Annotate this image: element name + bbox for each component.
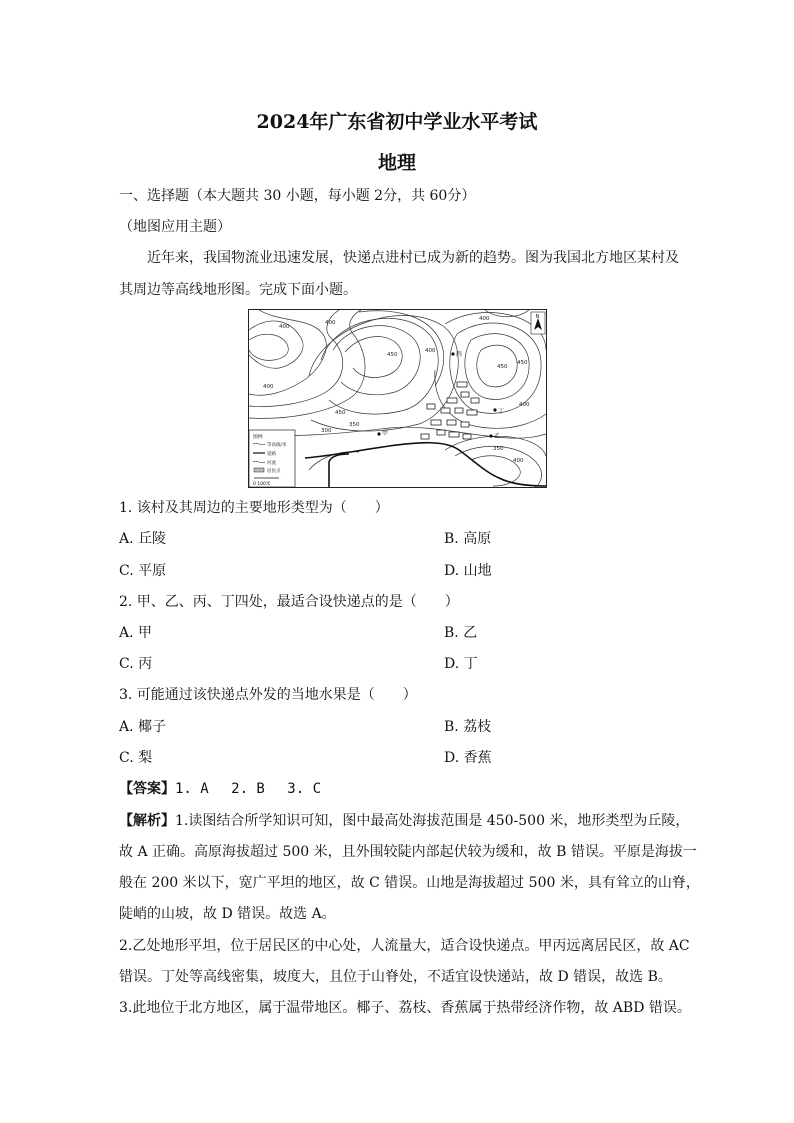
north-arrow-icon — [531, 312, 545, 334]
contour-map — [248, 309, 547, 488]
map-legend — [249, 430, 295, 487]
answer-line — [119, 780, 321, 798]
contour-label: 400 — [263, 384, 274, 390]
question-1-stem: 1. 该村及其周边的主要地形类型为（ ） — [119, 500, 389, 516]
legend-settlement: 居民点 — [267, 469, 281, 474]
analysis-line-5: 2.乙处地形平坦，位于居民区的中心处，人流量大，适合设快递点。甲丙远离居民区，故 AC — [119, 938, 690, 954]
question-2-option-b: B. 乙 — [444, 625, 478, 641]
question-1-option-b: B. 高原 — [444, 531, 492, 547]
question-1-option-c: C. 平原 — [119, 563, 167, 579]
contour-label: 400 — [513, 458, 524, 464]
contour-label: 400 — [519, 402, 530, 408]
question-2-option-c: C. 丙 — [119, 656, 153, 672]
contour-label: 350 — [349, 422, 360, 428]
question-3-option-d: D. 香蕉 — [444, 750, 492, 766]
legend-road: 道路 — [267, 452, 276, 457]
contour-label: 450 — [335, 410, 346, 416]
analysis-line-7: 3.此地位于北方地区，属于温带地区。椰子、荔枝、香蕉属于热带经济作物，故 ABD 错误。 — [119, 1000, 691, 1016]
analysis-line-4: 陡峭的山坡，故 D 错误。故选 A。 — [119, 906, 336, 922]
question-3-option-b: B. 荔枝 — [444, 719, 492, 735]
contour-label: 300 — [321, 428, 332, 434]
question-3-option-a: A. 椰子 — [119, 719, 167, 735]
answer-text: 1. A 2. B 3. C — [175, 781, 322, 797]
legend-river: 河流 — [267, 461, 276, 466]
contour-label: 450 — [387, 352, 398, 358]
svg-text:N: N — [535, 314, 540, 320]
question-1-option-d: D. 山地 — [444, 563, 492, 579]
intro-line-1: 近年来，我国物流业迅速发展，快递点进村已成为新的趋势。图为我国北方地区某村及 — [147, 250, 679, 266]
place-bing: 丙 — [456, 351, 463, 358]
place-ding: 丁 — [498, 408, 505, 415]
intro-line-2: 其周边等高线地形图。完成下面小题。 — [119, 282, 357, 298]
place-jia: 甲 — [382, 430, 389, 437]
contour-label: 400 — [425, 348, 436, 354]
legend-scale: 0 100米 — [253, 482, 271, 487]
contour-label: 400 — [325, 320, 336, 326]
question-2-stem: 2. 甲、乙、丙、丁四处，最适合设快递点的是（ ） — [119, 594, 459, 610]
analysis-line-2: 故 A 正确。高原海拔超过 500 米，且外围较陡内部起伏较为缓和，故 B 错误。平原是海拔一 — [119, 844, 697, 860]
question-3-option-c: C. 梨 — [119, 750, 153, 766]
question-3-stem: 3. 可能通过该快递点外发的当地水果是（ ） — [119, 687, 417, 703]
analysis-label: 【解析】 — [119, 813, 175, 829]
analysis-line-1: 【解析】1.读图结合所学知识可知，图中最高处海拔范围是 450-500 米，地形类型为丘陵， — [119, 813, 690, 829]
contour-label: 400 — [279, 324, 290, 330]
legend-title: 图例 — [253, 435, 263, 440]
question-2-option-d: D. 丁 — [444, 656, 478, 672]
section-theme: （地图应用主题） — [119, 219, 231, 235]
subject-title: 地理 — [377, 152, 416, 174]
place-yi: 乙 — [494, 433, 501, 440]
contour-label: 450 — [517, 360, 528, 366]
contour-label: 400 — [479, 316, 490, 322]
analysis-line-3: 般在 200 米以下，宽广平坦的地区，故 C 错误。山地是海拔超过 500 米，具有耸立的山脊， — [119, 875, 700, 891]
question-1-option-a: A. 丘陵 — [119, 531, 167, 547]
answer-label: 【答案】 — [119, 781, 175, 797]
contour-label: 450 — [497, 364, 508, 370]
legend-contour: 等高线/米 — [267, 443, 287, 448]
page-title: 2024年广东省初中学业水平考试 — [256, 111, 538, 133]
section-heading: 一、选择题（本大题共 30 小题，每小题 2分，共 60分） — [119, 188, 476, 204]
question-2-option-a: A. 甲 — [119, 625, 153, 641]
contour-label: 350 — [493, 446, 504, 452]
analysis-line-6: 错误。丁处等高线密集，坡度大，且位于山脊处，不适宜设快递站，故 D 错误，故选 B。 — [119, 969, 672, 985]
